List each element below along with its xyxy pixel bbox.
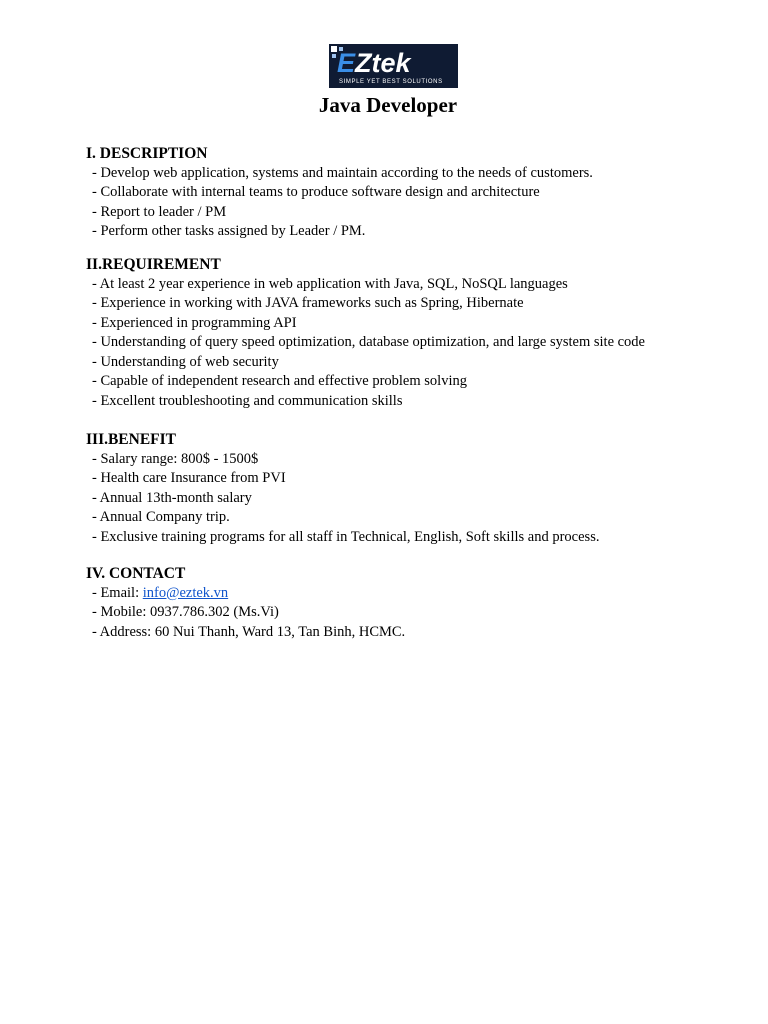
email-link[interactable]: info@eztek.vn — [142, 584, 229, 601]
page-title: Java Developer — [318, 93, 458, 117]
list-item: - At least 2 year experience in web application with Java, SQL, NoSQL languages — [92, 275, 568, 292]
logo-pixel-square — [332, 54, 336, 58]
logo-tagline: SIMPLE YET BEST SOLUTIONS — [339, 79, 443, 85]
email-line — [86, 584, 405, 604]
benefit-section — [86, 430, 599, 547]
section-heading: III.BENEFIT — [86, 431, 177, 448]
list-item: - Perform other tasks assigned by Leader / PM. — [92, 223, 366, 239]
address-line: - Address: 60 Nui Thanh, Ward 13, Tan Binh, HCMC. — [92, 623, 406, 640]
list-item: - Annual Company trip. — [92, 509, 230, 525]
list-item: - Excellent troubleshooting and communication skills — [92, 392, 403, 409]
list-item: - Experienced in programming API — [92, 314, 297, 331]
contact-section — [86, 564, 405, 642]
list-item: - Report to leader / PM — [92, 203, 227, 220]
section-heading: I. DESCRIPTION — [86, 145, 208, 162]
list-item: - Understanding of web security — [92, 353, 279, 370]
list-item: - Salary range: 800$ - 1500$ — [92, 450, 259, 467]
description-section — [86, 144, 593, 242]
logo-wordmark: EZtek — [337, 48, 411, 78]
section-heading: IV. CONTACT — [86, 565, 186, 582]
list-item: - Understanding of query speed optimization, database optimization, and large system site code — [92, 334, 645, 350]
list-item: - Annual 13th-month salary — [92, 489, 252, 506]
list-item: - Capable of independent research and effective problem solving — [92, 373, 467, 389]
eztek-logo — [329, 44, 458, 88]
email-label: - Email: — [92, 584, 143, 601]
list-item: - Develop web application, systems and maintain according to the needs of customers. — [92, 164, 593, 181]
mobile-line: - Mobile: 0937.786.302 (Ms.Vi) — [92, 604, 279, 620]
list-item: - Health care Insurance from PVI — [92, 470, 286, 486]
requirement-section — [86, 255, 645, 411]
list-item: - Collaborate with internal teams to produce software design and architecture — [92, 184, 540, 200]
list-item: - Experience in working with JAVA frameworks such as Spring, Hibernate — [92, 295, 524, 311]
list-item: - Exclusive training programs for all staff in Technical, English, Soft skills and process. — [92, 528, 600, 545]
section-heading: II.REQUIREMENT — [86, 256, 221, 273]
